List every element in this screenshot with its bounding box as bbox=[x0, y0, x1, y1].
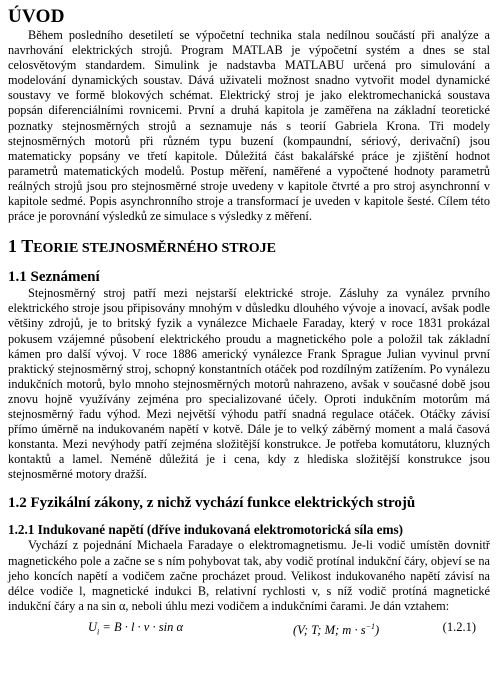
subsection-heading-1-2-1: 1.2.1 Indukované napětí (dříve indukovaná elektromotorická síla ems) bbox=[8, 522, 404, 538]
section-1-1-paragraph: Stejnosměrný stroj patří mezi nejstarší elektrické stroje. Zásluhy za vynález prvního elektrického stroje jsou připisovány mnohým v důsledku dlouhého vývoje a inovací, avšak podle většiny zdrojů, je to britský fyzik a vynálezce Michaele Faraday, který v roce 1831 prokázal pokusem vzájemné působení elektrického proudu a magnetického pole a položil tak základní kámen pro další vývoj. V roce 1886 americký vynálezce Frank Sprague Julian vyvinul první praktický stejnosměrný stroj, schopný konstantních otáček pod rozdílným zatížením. Po vynálezu indukčních motorů, bylo mnoho stejnosměrných motorů nahrazeno, avšak v současné době jsou znovu hojně využívány zejména pro specializované účely. Oproti indukčním motorům má stejnosměrný řadu výhod. Mezi největší výhodu patří snadná regulace otáček. Otáčky závisí přímo úměrně na indukovaném napětí v kotvě. Dále je to velký záběrný moment a malá časová konstanta. Mezi nevýhody patří zejména složitější konstrukce. Je potřeba komutátoru, kluzných kontaktů a lamel. Neméně důležitá je i cena, kdy z hlediska složitější konstrukce jsou stejnosměrné motory dražší. bbox=[8, 286, 490, 482]
equation-formula bbox=[88, 617, 183, 643]
intro-heading: ÚVOD bbox=[8, 6, 65, 27]
equation-row bbox=[8, 617, 490, 637]
equation-units-close: ) bbox=[374, 623, 380, 638]
equation-units-exp: −1 bbox=[365, 621, 375, 631]
equation-units bbox=[293, 617, 379, 640]
chapter-title-rest: EORIE STEJNOSMĚRNÉHO STROJE bbox=[33, 241, 276, 257]
equation-rhs: = B · l · v · sin α bbox=[102, 619, 184, 634]
section-heading-1-2: 1.2 Fyzikální zákony, z nichž vychází funkce elektrických strojů bbox=[8, 495, 416, 512]
subsection-1-2-1-paragraph: Vychází z pojednání Michaela Faradaye o elektromagnetismu. Je-li vodič umístěn dovnitř magnetického pole a začne se s ním pohybovat tak, aby vodič protínal indukční čáry, objeví se na jeho koncích napětí a vodičem začne procházet proud. Velikost indukovaného napětí závisí na délce vodiče l, magnetické indukci B, relativní rychlosti v, s níž vodič protíná magnetické indukční čáry a na sin α, neboli úhlu mezi vodičem a indukčními čarami. Je dán vztahem: bbox=[8, 538, 490, 613]
equation-lhs-sub: i bbox=[97, 627, 100, 637]
equation-units-open: (V; T; M; m · s bbox=[293, 623, 366, 638]
equation-lhs-var: U bbox=[88, 619, 98, 634]
chapter-title-initial: T bbox=[21, 236, 34, 257]
chapter-heading bbox=[8, 235, 490, 259]
equation-number: (1.2.1) bbox=[442, 619, 476, 634]
intro-paragraph: Během posledního desetiletí se výpočetní technika stala nedílnou součástí při analýze a navrhování elektrických strojů. Program MATLAB je výpočetní systém a dnes se stal celosvětovým standardem. Simulink je nadstavba MATLABU určená pro simulování a modelování dynamických soustav. Dává uživateli možnost snadno vytvořit model dynamické soustavy ve formě blokových schémat. Elektrický stroj je jako elektromechanická soustava popsán diferenciálními rovnicemi. První a druhá kapitola je zaměřena na základní teoretické poznatky stejnosměrných strojů a seznamuje nás s teorií Gabriela Krona. Tři modely stejnosměrných motorů při různém typu buzení (kompaundní, sériový, derivační) jsou matematicky popsány ve třetí kapitole. Důležitá část bakalářské práce je zjištění hodnot parametrů matematických modelů. Postup měření, naměřené a vypočtené hodnoty parametrů reálných strojů jsou pro stejnosměrné stroje uvedeny v kapitole čtvrté a pro stroj asynchronní v kapitole sedmé. Popis asynchronního stroje a transformací je uveden v kapitole šesté. Cílem této práce je porovnání výsledků ze simulace s výsledky z měření. bbox=[8, 28, 490, 224]
chapter-number: 1 bbox=[8, 236, 17, 257]
section-heading-1-1: 1.1 Seznámení bbox=[8, 269, 100, 286]
